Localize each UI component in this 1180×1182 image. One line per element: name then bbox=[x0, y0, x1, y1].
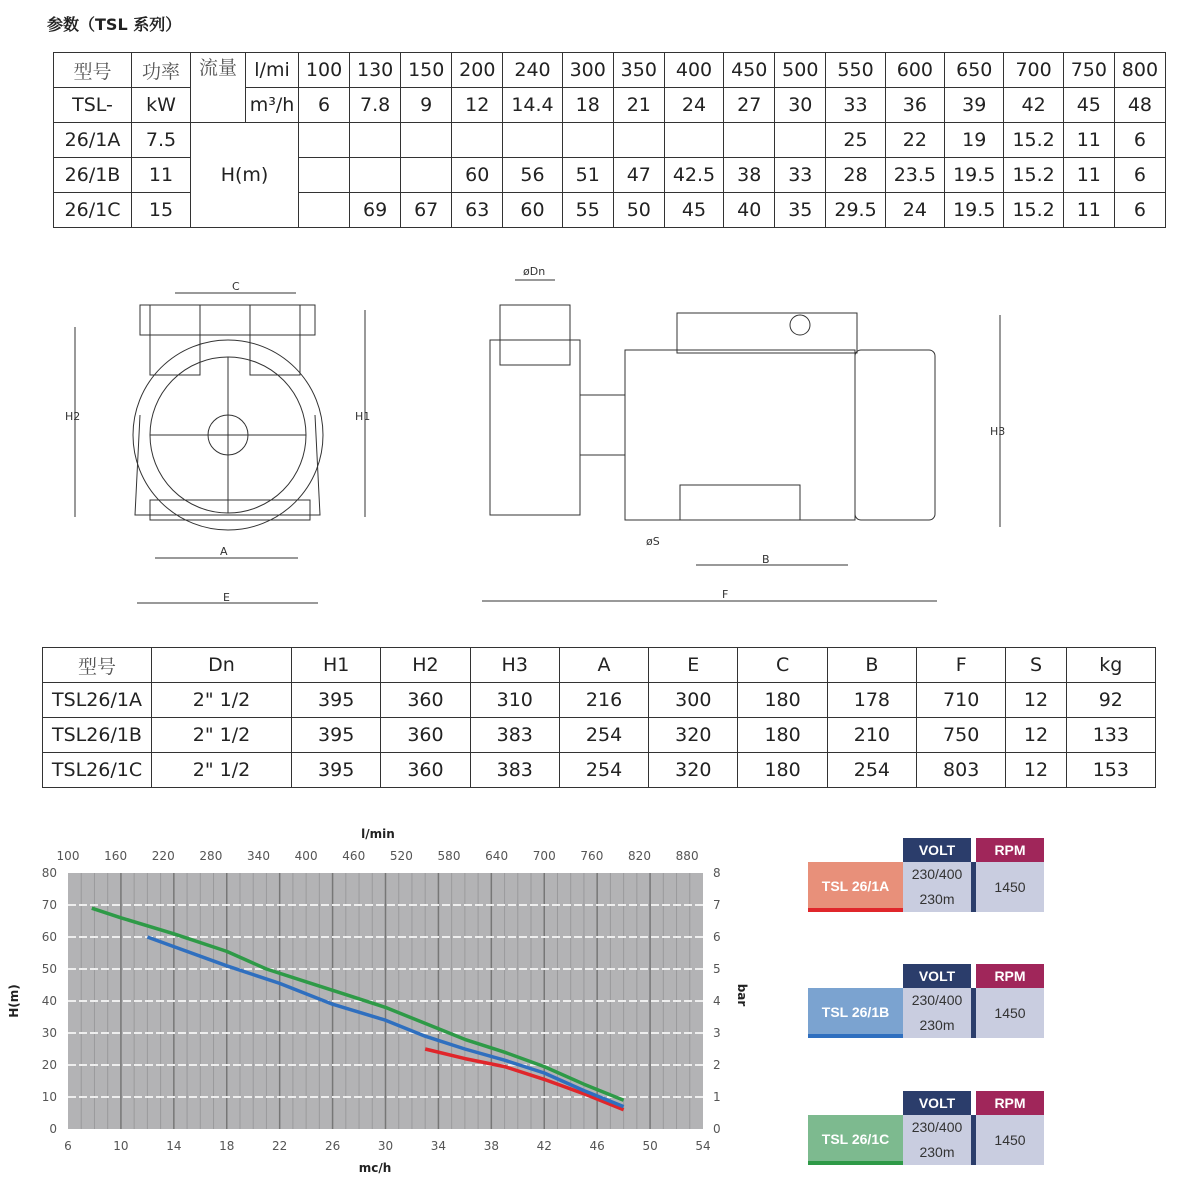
x2-tick-label: 160 bbox=[104, 849, 128, 863]
header-model: 型号 bbox=[54, 53, 132, 88]
m3h-cell: 27 bbox=[724, 88, 775, 123]
column-header: F bbox=[917, 648, 1006, 683]
x2-tick-label: 820 bbox=[628, 849, 651, 863]
side-view-drawing bbox=[482, 265, 1005, 601]
head-cell: 51 bbox=[562, 158, 613, 193]
x-tick-label: 34 bbox=[430, 1139, 447, 1153]
y-tick-label: 50 bbox=[41, 962, 57, 976]
dimension-cell: 216 bbox=[559, 683, 648, 718]
head-cell: 11 bbox=[1063, 123, 1114, 158]
x-tick-label: 26 bbox=[324, 1139, 341, 1153]
lmin-cell: 600 bbox=[885, 53, 944, 88]
lmin-cell: 130 bbox=[350, 53, 401, 88]
dimension-cell: 360 bbox=[381, 683, 470, 718]
lmin-cell: 800 bbox=[1114, 53, 1165, 88]
m3h-cell: 7.8 bbox=[350, 88, 401, 123]
front-view-drawing bbox=[65, 280, 370, 604]
head-cell: 25 bbox=[826, 123, 885, 158]
model-cell: 26/1B bbox=[54, 158, 132, 193]
m3h-cell: 18 bbox=[562, 88, 613, 123]
lmin-cell: 700 bbox=[1004, 53, 1063, 88]
head-label: H(m) bbox=[191, 123, 299, 228]
y2-tick-label: 4 bbox=[713, 994, 721, 1008]
head-cell bbox=[775, 123, 826, 158]
header-model-prefix: TSL- bbox=[54, 88, 132, 123]
y2-tick-label: 6 bbox=[713, 930, 721, 944]
header-flow: 流量 bbox=[191, 53, 246, 123]
power-cell: 7.5 bbox=[132, 123, 191, 158]
head-cell bbox=[350, 158, 401, 193]
volt-values bbox=[903, 1115, 971, 1165]
head-cell: 45 bbox=[664, 193, 723, 228]
table-row bbox=[54, 123, 1166, 158]
header-m3h: m³/h bbox=[246, 88, 299, 123]
dim-h2-label: H2 bbox=[65, 410, 81, 423]
m3h-cell: 21 bbox=[613, 88, 664, 123]
dimension-cell: TSL26/1B bbox=[43, 718, 152, 753]
head-cell: 60 bbox=[503, 193, 562, 228]
dimension-cell: 360 bbox=[381, 753, 470, 788]
lmin-cell: 550 bbox=[826, 53, 885, 88]
head-cell bbox=[299, 193, 350, 228]
x-tick-label: 30 bbox=[377, 1139, 394, 1153]
dim-dn-label: øDn bbox=[523, 265, 546, 278]
m3h-cell: 14.4 bbox=[503, 88, 562, 123]
y-tick-label: 40 bbox=[41, 994, 57, 1008]
pump-dimension-drawings bbox=[0, 255, 1180, 615]
dimension-cell: 210 bbox=[827, 718, 916, 753]
volt-value-2: 230m bbox=[919, 891, 955, 907]
x-tick-label: 38 bbox=[483, 1139, 499, 1153]
y-tick-label: 70 bbox=[41, 898, 57, 912]
dimension-cell: 153 bbox=[1066, 753, 1155, 788]
model-cell: 26/1A bbox=[54, 123, 132, 158]
rpm-header: RPM bbox=[976, 1091, 1044, 1115]
model-legend-box bbox=[808, 964, 1044, 1038]
header-lmin: l/mi bbox=[246, 53, 299, 88]
dimension-cell: 180 bbox=[738, 683, 827, 718]
m3h-cell: 6 bbox=[299, 88, 350, 123]
model-name: TSL 26/1C bbox=[808, 1115, 903, 1165]
dimension-cell: 12 bbox=[1006, 753, 1066, 788]
head-cell bbox=[724, 123, 775, 158]
x2-tick-label: 340 bbox=[247, 849, 270, 863]
dimension-cell: 254 bbox=[559, 718, 648, 753]
head-cell: 15.2 bbox=[1004, 158, 1063, 193]
rpm-value: 1450 bbox=[976, 988, 1044, 1038]
m3h-cell: 42 bbox=[1004, 88, 1063, 123]
head-cell: 38 bbox=[724, 158, 775, 193]
dimension-cell: 133 bbox=[1066, 718, 1155, 753]
volt-value-2: 230m bbox=[919, 1144, 955, 1160]
dimension-cell: 180 bbox=[738, 718, 827, 753]
head-cell: 15.2 bbox=[1004, 123, 1063, 158]
m3h-cell: 36 bbox=[885, 88, 944, 123]
head-cell bbox=[562, 123, 613, 158]
y2-tick-label: 5 bbox=[713, 962, 721, 976]
x2-tick-label: 280 bbox=[199, 849, 223, 863]
dimension-cell: 750 bbox=[917, 718, 1006, 753]
model-legend-box bbox=[808, 1091, 1044, 1165]
dimension-cell: 2" 1/2 bbox=[152, 753, 292, 788]
x2-tick-label: 400 bbox=[294, 849, 318, 863]
dimension-cell: 395 bbox=[292, 753, 381, 788]
dim-h1-label: H1 bbox=[355, 410, 371, 423]
head-cell: 47 bbox=[613, 158, 664, 193]
dimension-cell: 395 bbox=[292, 718, 381, 753]
x2-tick-label: 520 bbox=[389, 849, 413, 863]
dim-e-label: E bbox=[223, 591, 230, 604]
head-cell: 6 bbox=[1114, 158, 1165, 193]
dimension-cell: 360 bbox=[381, 718, 470, 753]
header-row bbox=[43, 648, 1156, 683]
column-header: C bbox=[738, 648, 827, 683]
column-header: Dn bbox=[152, 648, 292, 683]
head-cell bbox=[452, 123, 503, 158]
x-tick-label: 46 bbox=[589, 1139, 605, 1153]
head-cell: 33 bbox=[775, 158, 826, 193]
head-cell: 63 bbox=[452, 193, 503, 228]
dimension-cell: 320 bbox=[649, 753, 738, 788]
head-cell: 42.5 bbox=[664, 158, 723, 193]
header-kw: kW bbox=[132, 88, 191, 123]
y-tick-label: 10 bbox=[41, 1090, 57, 1104]
head-cell: 22 bbox=[885, 123, 944, 158]
x-tick-label: 10 bbox=[113, 1139, 129, 1153]
column-header: S bbox=[1006, 648, 1066, 683]
dimension-cell: 254 bbox=[559, 753, 648, 788]
rpm-header: RPM bbox=[976, 838, 1044, 862]
head-cell: 67 bbox=[401, 193, 452, 228]
column-header: 型号 bbox=[43, 648, 152, 683]
head-cell: 11 bbox=[1063, 193, 1114, 228]
column-header: B bbox=[827, 648, 916, 683]
header-power: 功率 bbox=[132, 53, 191, 88]
lmin-cell: 450 bbox=[724, 53, 775, 88]
model-cell: 26/1C bbox=[54, 193, 132, 228]
dimension-cell: 254 bbox=[827, 753, 916, 788]
head-cell bbox=[401, 123, 452, 158]
x2-tick-label: 220 bbox=[151, 849, 175, 863]
y-axis-label: H(m) bbox=[7, 984, 21, 1018]
volt-value-1: 230/400 bbox=[911, 1119, 963, 1135]
m3h-cell: 45 bbox=[1063, 88, 1114, 123]
head-cell bbox=[503, 123, 562, 158]
m3h-cell: 12 bbox=[452, 88, 503, 123]
dimension-cell: 92 bbox=[1066, 683, 1155, 718]
head-cell: 28 bbox=[826, 158, 885, 193]
head-cell: 23.5 bbox=[885, 158, 944, 193]
x2-tick-label: 100 bbox=[56, 849, 80, 863]
rpm-header: RPM bbox=[976, 964, 1044, 988]
y2-tick-label: 3 bbox=[713, 1026, 721, 1040]
lmin-cell: 400 bbox=[664, 53, 723, 88]
dimension-cell: 395 bbox=[292, 683, 381, 718]
head-cell bbox=[299, 158, 350, 193]
m3h-cell: 48 bbox=[1114, 88, 1165, 123]
volt-header: VOLT bbox=[903, 964, 971, 988]
m3h-cell: 9 bbox=[401, 88, 452, 123]
head-cell: 19.5 bbox=[945, 158, 1004, 193]
rpm-value: 1450 bbox=[976, 862, 1044, 912]
head-cell: 19 bbox=[945, 123, 1004, 158]
head-cell: 6 bbox=[1114, 193, 1165, 228]
dim-a-label: A bbox=[220, 545, 228, 558]
dim-s-label: øS bbox=[646, 535, 660, 548]
y-tick-label: 60 bbox=[41, 930, 57, 944]
lmin-cell: 240 bbox=[503, 53, 562, 88]
head-cell: 69 bbox=[350, 193, 401, 228]
volt-value-1: 230/400 bbox=[911, 866, 963, 882]
dimension-cell: 383 bbox=[470, 718, 559, 753]
dimension-cell: 2" 1/2 bbox=[152, 718, 292, 753]
lmin-cell: 650 bbox=[945, 53, 1004, 88]
head-cell: 60 bbox=[452, 158, 503, 193]
lmin-cell: 100 bbox=[299, 53, 350, 88]
power-cell: 15 bbox=[132, 193, 191, 228]
column-header: A bbox=[559, 648, 648, 683]
m3h-cell: 24 bbox=[664, 88, 723, 123]
dimension-cell: 320 bbox=[649, 718, 738, 753]
column-header: E bbox=[649, 648, 738, 683]
x-tick-label: 14 bbox=[166, 1139, 182, 1153]
model-name: TSL 26/1A bbox=[808, 862, 903, 912]
head-cell: 50 bbox=[613, 193, 664, 228]
performance-table bbox=[53, 52, 1166, 228]
column-header: kg bbox=[1066, 648, 1155, 683]
dim-b-label: B bbox=[762, 553, 770, 566]
x2-tick-label: 880 bbox=[675, 849, 699, 863]
volt-header: VOLT bbox=[903, 838, 971, 862]
dimension-cell: 310 bbox=[470, 683, 559, 718]
dim-f-label: F bbox=[722, 588, 729, 601]
dimension-cell: 180 bbox=[738, 753, 827, 788]
x2-tick-label: 760 bbox=[580, 849, 604, 863]
m3h-cell: 30 bbox=[775, 88, 826, 123]
power-cell: 11 bbox=[132, 158, 191, 193]
table-row bbox=[43, 718, 1156, 753]
head-cell bbox=[401, 158, 452, 193]
dim-c-label: C bbox=[232, 280, 240, 293]
volt-value-2: 230m bbox=[919, 1017, 955, 1033]
lmin-cell: 750 bbox=[1063, 53, 1114, 88]
y2-tick-label: 8 bbox=[713, 866, 721, 880]
y-tick-label: 0 bbox=[49, 1122, 57, 1136]
head-cell bbox=[664, 123, 723, 158]
lmin-cell: 150 bbox=[401, 53, 452, 88]
x2-tick-label: 640 bbox=[485, 849, 509, 863]
section-title: 参数（TSL 系列） bbox=[47, 15, 182, 34]
head-cell: 35 bbox=[775, 193, 826, 228]
lmin-cell: 300 bbox=[562, 53, 613, 88]
dimensions-table bbox=[42, 647, 1156, 788]
table-row bbox=[43, 753, 1156, 788]
dim-h3-label: H3 bbox=[990, 425, 1006, 438]
y-tick-label: 30 bbox=[41, 1026, 57, 1040]
volt-values bbox=[903, 862, 971, 912]
head-cell bbox=[299, 123, 350, 158]
y2-tick-label: 0 bbox=[713, 1122, 721, 1136]
lmin-cell: 200 bbox=[452, 53, 503, 88]
dimension-cell: 803 bbox=[917, 753, 1006, 788]
y-tick-label: 80 bbox=[41, 866, 57, 880]
dimension-cell: 710 bbox=[917, 683, 1006, 718]
x2-axis-label: l/min bbox=[361, 827, 395, 841]
volt-value-1: 230/400 bbox=[911, 992, 963, 1008]
performance-curve-chart bbox=[0, 820, 760, 1182]
dimension-cell: 2" 1/2 bbox=[152, 683, 292, 718]
head-cell: 11 bbox=[1063, 158, 1114, 193]
volt-values bbox=[903, 988, 971, 1038]
dimension-cell: TSL26/1A bbox=[43, 683, 152, 718]
head-cell: 40 bbox=[724, 193, 775, 228]
head-cell bbox=[613, 123, 664, 158]
head-cell bbox=[350, 123, 401, 158]
x-tick-label: 54 bbox=[695, 1139, 711, 1153]
y2-axis-label: bar bbox=[735, 983, 749, 1007]
y2-tick-label: 1 bbox=[713, 1090, 721, 1104]
m3h-cell: 39 bbox=[945, 88, 1004, 123]
head-cell: 56 bbox=[503, 158, 562, 193]
head-cell: 29.5 bbox=[826, 193, 885, 228]
head-cell: 55 bbox=[562, 193, 613, 228]
model-name: TSL 26/1B bbox=[808, 988, 903, 1038]
y2-tick-label: 7 bbox=[713, 898, 721, 912]
dimension-cell: 178 bbox=[827, 683, 916, 718]
column-header: H1 bbox=[292, 648, 381, 683]
column-header: H2 bbox=[381, 648, 470, 683]
column-header: H3 bbox=[470, 648, 559, 683]
dimension-cell: 383 bbox=[470, 753, 559, 788]
head-cell: 19.5 bbox=[945, 193, 1004, 228]
rpm-value: 1450 bbox=[976, 1115, 1044, 1165]
x-tick-label: 22 bbox=[272, 1139, 288, 1153]
dimension-cell: TSL26/1C bbox=[43, 753, 152, 788]
lmin-cell: 350 bbox=[613, 53, 664, 88]
dimension-cell: 300 bbox=[649, 683, 738, 718]
dimension-cell: 12 bbox=[1006, 683, 1066, 718]
x-tick-label: 6 bbox=[64, 1139, 72, 1153]
lmin-cell: 500 bbox=[775, 53, 826, 88]
head-cell: 15.2 bbox=[1004, 193, 1063, 228]
y-tick-label: 20 bbox=[41, 1058, 57, 1072]
x-tick-label: 50 bbox=[642, 1139, 658, 1153]
model-legend-box bbox=[808, 838, 1044, 912]
table-row bbox=[43, 683, 1156, 718]
dimension-cell: 12 bbox=[1006, 718, 1066, 753]
x-tick-label: 18 bbox=[219, 1139, 235, 1153]
head-cell: 24 bbox=[885, 193, 944, 228]
head-cell: 6 bbox=[1114, 123, 1165, 158]
m3h-cell: 33 bbox=[826, 88, 885, 123]
x2-tick-label: 460 bbox=[342, 849, 366, 863]
x-tick-label: 42 bbox=[536, 1139, 552, 1153]
y2-tick-label: 2 bbox=[713, 1058, 721, 1072]
x2-tick-label: 580 bbox=[437, 849, 461, 863]
volt-header: VOLT bbox=[903, 1091, 971, 1115]
x2-tick-label: 700 bbox=[532, 849, 556, 863]
x-axis-label: mc/h bbox=[358, 1161, 392, 1175]
